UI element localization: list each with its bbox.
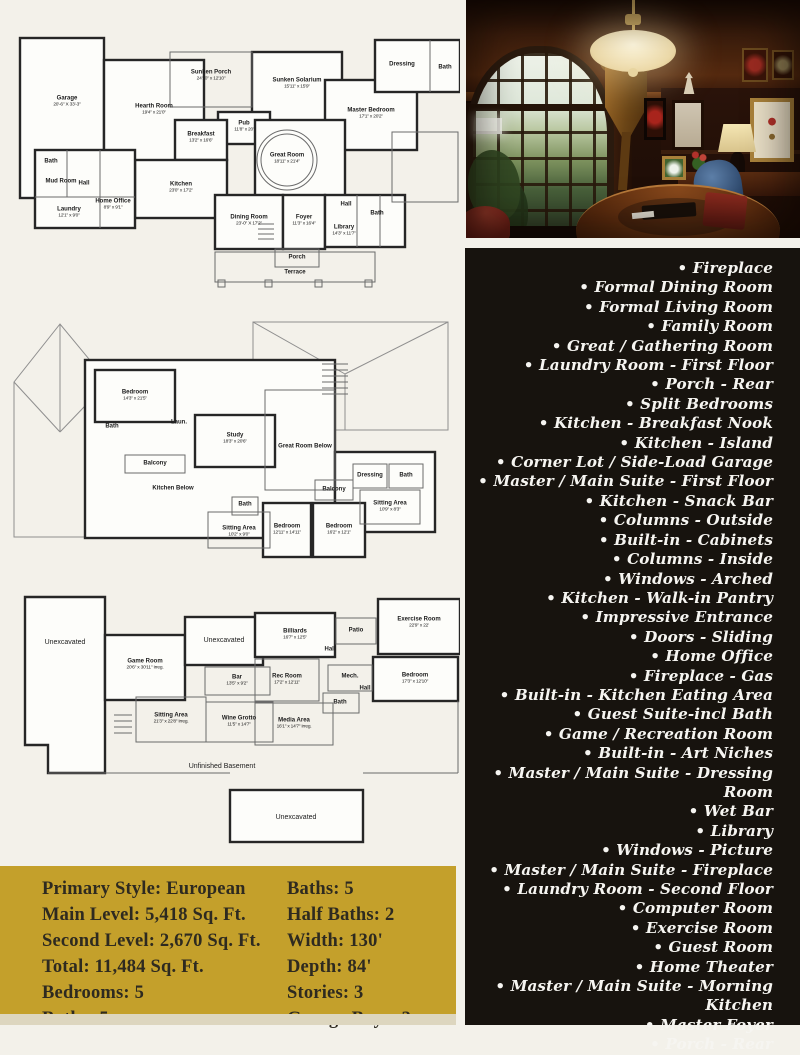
feature-item: • Kitchen - Snack Bar xyxy=(475,492,773,511)
features-list xyxy=(475,259,773,1055)
plan-room-label: Study 18'3" x 20'6" xyxy=(223,432,247,445)
plan-room-label: Sunken Solarium 15'11" x 15'9" xyxy=(272,77,322,90)
plan-room-label: Terrace xyxy=(284,269,306,276)
plan-room-label: Bath xyxy=(399,472,413,479)
floor-plan-outline xyxy=(10,312,460,580)
bottom-strip xyxy=(0,1014,456,1025)
plan-room-label: Dressing xyxy=(389,61,415,68)
plan-room-label: Kitchen 23'0" x 17'2" xyxy=(169,181,193,194)
plan-room-label: Bath xyxy=(105,423,119,430)
wooden-box xyxy=(702,192,747,230)
stat-line: Primary Style: European xyxy=(42,879,246,899)
stat-line: Bedrooms: 5 xyxy=(42,983,145,1003)
plan-room-label: Laun. xyxy=(171,419,187,426)
plan-room-label: Hall xyxy=(359,685,371,692)
feature-item: • Porch - Rear xyxy=(475,1035,773,1054)
plan-room-label: Media Area 16'1" x 14'7" Irreg. xyxy=(276,717,312,730)
feature-item: • Computer Room xyxy=(475,899,773,918)
plan-room-label: Kitchen Below xyxy=(152,485,194,492)
stat-line: Baths: 5 xyxy=(287,879,354,899)
floor-plan-outline xyxy=(12,2,460,305)
feature-item: • Exercise Room xyxy=(475,919,773,938)
picture-frame xyxy=(742,48,768,82)
plan-room-label: Unexcavated xyxy=(44,638,86,646)
window-transom-bar xyxy=(470,104,610,111)
feature-item: • Built-in - Cabinets xyxy=(475,531,773,550)
plan-room-label: Garage 20'-6" X 33'-3" xyxy=(53,95,81,108)
picture-frame xyxy=(672,100,704,150)
plan-room-label: Dressing xyxy=(357,472,383,479)
plan-room-label: Balcony xyxy=(143,460,167,467)
plan-room-label: Great Room 18'11" x 21'4" xyxy=(269,152,305,165)
feature-item: • Formal Dining Room xyxy=(475,278,773,297)
feature-item: • Master / Main Suite - Fireplace xyxy=(475,861,773,880)
stat-line: Total: 11,484 Sq. Ft. xyxy=(42,957,204,977)
plan-room-label: Hearth Room 19'4" x 21'0" xyxy=(135,103,173,116)
plan-room-label: Sitting Area 10'9" x 8'3" xyxy=(373,500,407,513)
plan-room-label: Bedroom 17'3" x 12'10" xyxy=(401,672,429,685)
plan-room-label: Bar 13'5" x 9'2" xyxy=(226,674,248,687)
floor-plan-basement xyxy=(18,585,460,860)
plan-room-label: Sitting Area 10'2" x 9'0" xyxy=(222,525,256,538)
feature-item: • Home Theater xyxy=(475,958,773,977)
view-house xyxy=(476,118,502,134)
stats-column-right xyxy=(287,876,411,1032)
plan-room-label: Bath xyxy=(44,158,58,165)
feature-item: • Porch - Rear xyxy=(475,375,773,394)
plan-room-label: Billiards 16'7" x 12'5" xyxy=(283,628,307,641)
plan-room-label: Unfinished Basement xyxy=(188,762,256,770)
plan-room-label: Sitting Area 21'3" x 22'8" Irreg. xyxy=(153,712,189,725)
stat-line: Depth: 84' xyxy=(287,957,372,977)
feature-item: • Home Office xyxy=(475,647,773,666)
stat-line: Half Baths: 2 xyxy=(287,905,395,925)
feature-item: • Columns - Outside xyxy=(475,511,773,530)
study-interior-photo xyxy=(466,0,800,238)
plan-room-label: Great Room Below xyxy=(278,443,332,450)
feature-item: • Built-in - Art Niches xyxy=(475,744,773,763)
plan-room-label: Breakfast 13'2" x 16'6" xyxy=(187,131,215,144)
plan-room-label: Rec Room 17'2" x 12'11" xyxy=(272,673,302,686)
feature-item: • Master / Main Suite - First Floor xyxy=(475,472,773,491)
feature-item: • Windows - Picture xyxy=(475,841,773,860)
feature-item: • Formal Living Room xyxy=(475,298,773,317)
feature-item: • Fireplace xyxy=(475,259,773,278)
feature-item: • Columns - Inside xyxy=(475,550,773,569)
plan-room-label: Bath xyxy=(438,64,452,71)
feature-item: • Kitchen - Walk-in Pantry xyxy=(475,589,773,608)
plan-room-label: Pub 11'8" x 20' xyxy=(234,120,254,133)
plan-room-label: Hall xyxy=(78,180,90,187)
plan-room-label: Balcony xyxy=(322,486,346,493)
plan-room-label: Laundry 12'1" x 9'0" xyxy=(57,206,81,219)
plan-room-label: Patio xyxy=(348,627,364,634)
gold-picture-frame xyxy=(750,98,794,162)
plan-room-label: Dining Room 23'-0" X 17'2" xyxy=(230,214,268,227)
feature-item: • Corner Lot / Side-Load Garage xyxy=(475,453,773,472)
plan-room-label: Porch xyxy=(288,254,306,261)
plan-room-label: Hall xyxy=(324,646,336,653)
feature-item: • Master Foyer xyxy=(475,1016,773,1035)
picture-frame xyxy=(772,50,794,80)
plan-room-label: Exercise Room 22'9" x 22' xyxy=(397,616,441,629)
desk-photo-frame xyxy=(662,156,686,180)
floor-plan-second-level xyxy=(10,312,460,580)
feature-item: • Laundry Room - Second Floor xyxy=(475,880,773,899)
feature-item: • Impressive Entrance xyxy=(475,608,773,627)
plan-room-label: Game Room 20'6" x 30'11" Irreg. xyxy=(126,658,164,671)
feature-item: • Built-in - Kitchen Eating Area xyxy=(475,686,773,705)
stats-column-left xyxy=(42,876,261,1032)
stat-line: Main Level: 5,418 Sq. Ft. xyxy=(42,905,246,925)
feature-item: • Fireplace - Gas xyxy=(475,667,773,686)
floor-plan-main-level xyxy=(12,2,460,305)
stat-line: Width: 130' xyxy=(287,931,383,951)
feature-item: • Master / Main Suite - Dressing Room xyxy=(475,764,773,803)
feature-item: • Laundry Room - First Floor xyxy=(475,356,773,375)
plan-room-label: Bath xyxy=(238,501,252,508)
plan-room-label: Mech. xyxy=(341,673,359,680)
plan-room-label: Mud Room xyxy=(45,178,77,185)
plan-room-label: Library 14'3" x 11'7" xyxy=(332,224,356,237)
stat-line: Second Level: 2,670 Sq. Ft. xyxy=(42,931,261,951)
feature-item: • Guest Suite-incl Bath xyxy=(475,705,773,724)
picture-frame xyxy=(644,98,666,140)
feature-item: • Great / Gathering Room xyxy=(475,337,773,356)
feature-item: • Library xyxy=(475,822,773,841)
pendant-canopy xyxy=(625,14,641,25)
feature-item: • Windows - Arched xyxy=(475,570,773,589)
feature-item: • Kitchen - Island xyxy=(475,434,773,453)
feature-item: • Guest Room xyxy=(475,938,773,957)
plan-room-label: Foyer 11'3" x 16'4" xyxy=(292,214,316,227)
feature-item: • Doors - Sliding xyxy=(475,628,773,647)
plan-room-label: Unexcavated xyxy=(275,813,317,821)
feature-item: • Master / Main Suite - Morning Kitchen xyxy=(475,977,773,1016)
feature-item: • Game / Recreation Room xyxy=(475,725,773,744)
plan-room-label: Master Bedroom 17'1" x 20'2" xyxy=(347,107,395,120)
feature-item: • Kitchen - Breakfast Nook xyxy=(475,414,773,433)
plan-room-label: Hall xyxy=(340,201,352,208)
plan-room-label: Wine Grotto 11'5" x 14'7" xyxy=(221,715,257,728)
table-lamp-shade xyxy=(718,124,756,152)
feature-item: • Split Bedrooms xyxy=(475,395,773,414)
pendant-light xyxy=(590,30,676,72)
feature-item: • Wet Bar xyxy=(475,802,773,821)
plan-room-label: Unexcavated xyxy=(203,636,245,644)
plan-room-label: Bedroom 12'11" x 14'11" xyxy=(273,523,301,536)
plan-room-label: Home Office 8'9" x 9'1" xyxy=(95,198,131,211)
plan-room-label: Bath xyxy=(333,699,347,706)
plan-room-label: Bedroom 16'2" x 12'1" xyxy=(325,523,353,536)
plan-room-label: Bedroom 14'3" x 21'5" xyxy=(121,389,149,402)
pendant-finial xyxy=(628,68,638,77)
features-panel xyxy=(465,248,800,1054)
plan-room-label: Bath xyxy=(370,210,384,217)
feature-item: • Family Room xyxy=(475,317,773,336)
stats-box xyxy=(0,866,456,1014)
plan-room-label: Sunken Porch 24'10" x 12'10" xyxy=(190,69,232,82)
stat-line: Stories: 3 xyxy=(287,983,364,1003)
